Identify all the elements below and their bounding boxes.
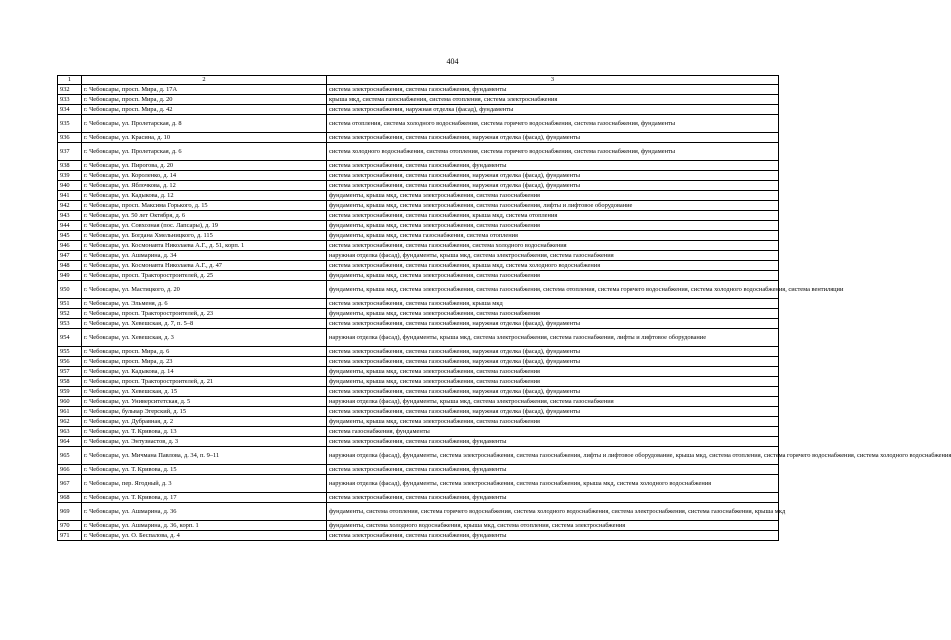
row-address: г. Чебоксары, ул. Мастицкого, д. 20 (82, 281, 327, 299)
row-systems: система электроснабжения, система газоснабжения, фундаменты (327, 465, 779, 475)
row-systems: система электроснабжения, система газоснабжения, фундаменты (327, 493, 779, 503)
row-address: г. Чебоксары, ул. Энтузиастов, д. 3 (82, 437, 327, 447)
row-address: г. Чебоксары, ул. Яблочкова, д. 12 (82, 181, 327, 191)
row-systems: система электроснабжения, система газоснабжения, фундаменты (327, 437, 779, 447)
row-address: г. Чебоксары, ул. Красина, д. 10 (82, 133, 327, 143)
row-address: г. Чебоксары, ул. Эльменя, д. 6 (82, 299, 327, 309)
row-systems: система газоснабжения, фундаменты (327, 427, 779, 437)
row-number: 969 (58, 503, 82, 521)
row-number: 939 (58, 171, 82, 181)
row-systems: фундаменты, крыша мкд, система электроснабжения, система газоснабжения (327, 417, 779, 427)
row-address: г. Чебоксары, просп. Мира, д. 23 (82, 357, 327, 367)
table-row (58, 503, 779, 521)
row-number: 957 (58, 367, 82, 377)
row-number: 933 (58, 95, 82, 105)
row-systems: система электроснабжения, система газоснабжения, система холодного водоснабжения (327, 241, 779, 251)
table-row (58, 417, 779, 427)
row-number: 942 (58, 201, 82, 211)
table-row (58, 531, 779, 541)
row-systems: фундаменты, крыша мкд, система электроснабжения, система газоснабжения (327, 221, 779, 231)
row-address: г. Чебоксары, ул. Ашмарина, д. 34 (82, 251, 327, 261)
row-address: г. Чебоксары, ул. Мичмана Павлова, д. 34, п. 9–11 (82, 447, 327, 465)
row-address: г. Чебоксары, ул. Т. Кривова, д. 17 (82, 493, 327, 503)
row-number: 962 (58, 417, 82, 427)
table-row (58, 231, 779, 241)
row-number: 938 (58, 161, 82, 171)
table-row (58, 171, 779, 181)
row-systems: фундаменты, крыша мкд, система электроснабжения, система газоснабжения, лифты и лифтовое оборудование (327, 201, 779, 211)
row-address: г. Чебоксары, просп. Мира, д. 17А (82, 85, 327, 95)
row-address: г. Чебоксары, ул. Космонавта Николаева А.Г., д. 51, корп. 1 (82, 241, 327, 251)
table-row (58, 357, 779, 367)
row-address: г. Чебоксары, просп. Тракторостроителей, д. 23 (82, 309, 327, 319)
row-address: г. Чебоксары, пер. Ягодный, д. 3 (82, 475, 327, 493)
table-row (58, 201, 779, 211)
row-systems: система электроснабжения, система газоснабжения, фундаменты (327, 85, 779, 95)
row-systems: фундаменты, крыша мкд, система электроснабжения, система газоснабжения (327, 309, 779, 319)
table-row (58, 241, 779, 251)
table-row (58, 367, 779, 377)
row-systems: система электроснабжения, система газоснабжения, наружная отделка (фасад), фундаменты (327, 347, 779, 357)
houses-table (57, 75, 951, 541)
row-address: г. Чебоксары, ул. Кадыкова, д. 14 (82, 367, 327, 377)
table-header-row (58, 76, 779, 85)
table-row (58, 309, 779, 319)
row-number: 971 (58, 531, 82, 541)
row-systems: система отопления, система холодного водоснабжения, система горячего водоснабжения, система газоснабжения, фундаменты (327, 115, 779, 133)
table-row (58, 191, 779, 201)
row-systems: фундаменты, крыша мкд, система газоснабжения, система отопления (327, 231, 779, 241)
row-address: г. Чебоксары, ул. Хевешская, д. 3 (82, 329, 327, 347)
table-row (58, 437, 779, 447)
row-number: 964 (58, 437, 82, 447)
row-address: г. Чебоксары, ул. Ашмарина, д. 36, корп. 1 (82, 521, 327, 531)
row-number: 932 (58, 85, 82, 95)
row-systems: наружная отделка (фасад), фундаменты, система электроснабжения, система газоснабжения, крыша мкд, система холодного водоснабжения (327, 475, 779, 493)
row-number: 936 (58, 133, 82, 143)
row-address: г. Чебоксары, просп. Мира, д. 20 (82, 95, 327, 105)
row-systems: система электроснабжения, система газоснабжения, наружная отделка (фасад), фундаменты (327, 407, 779, 417)
row-number: 941 (58, 191, 82, 201)
row-systems: наружная отделка (фасад), фундаменты, система электроснабжения, система газоснабжения, лифты и лифтовое оборудование, крыша мкд, система отопления, система горячего водоснабжения, система холодного водоснабжения (327, 447, 779, 465)
row-number: 947 (58, 251, 82, 261)
row-systems: фундаменты, крыша мкд, система электроснабжения, система газоснабжения (327, 191, 779, 201)
table-row (58, 221, 779, 231)
row-number: 953 (58, 319, 82, 329)
row-address: г. Чебоксары, ул. Богдана Хмельницкого, д. 115 (82, 231, 327, 241)
row-number: 955 (58, 347, 82, 357)
row-number: 951 (58, 299, 82, 309)
table-row (58, 143, 779, 161)
table-row (58, 521, 779, 531)
row-number: 948 (58, 261, 82, 271)
row-number: 937 (58, 143, 82, 161)
table-row (58, 299, 779, 309)
row-address: г. Чебоксары, просп. Тракторостроителей, д. 21 (82, 377, 327, 387)
row-systems: система электроснабжения, система газоснабжения, наружная отделка (фасад), фундаменты (327, 133, 779, 143)
row-number: 950 (58, 281, 82, 299)
row-systems: система электроснабжения, система газоснабжения, наружная отделка (фасад), фундаменты (327, 171, 779, 181)
row-systems: система холодного водоснабжения, система отопления, система горячего водоснабжения, система газоснабжения, фундаменты (327, 143, 779, 161)
row-address: г. Чебоксары, ул. Космонавта Николаева А.Г., д. 47 (82, 261, 327, 271)
row-number: 961 (58, 407, 82, 417)
row-address: г. Чебоксары, ул. 50 лет Октября, д. 6 (82, 211, 327, 221)
column-header-number: 1 (58, 76, 82, 85)
table-row (58, 211, 779, 221)
row-address: г. Чебоксары, ул. Т. Кривова, д. 15 (82, 465, 327, 475)
table-row (58, 397, 779, 407)
table-row (58, 329, 779, 347)
row-systems: фундаменты, крыша мкд, система электроснабжения, система газоснабжения (327, 367, 779, 377)
row-address: г. Чебоксары, ул. Дубравная, д. 2 (82, 417, 327, 427)
row-systems: крыша мкд, система газоснабжения, система отопления, система электроснабжения (327, 95, 779, 105)
row-systems: фундаменты, крыша мкд, система электроснабжения, система газоснабжения (327, 271, 779, 281)
row-number: 945 (58, 231, 82, 241)
table-row (58, 319, 779, 329)
table-row (58, 271, 779, 281)
column-header-systems: 3 (327, 76, 779, 85)
row-number: 943 (58, 211, 82, 221)
row-systems: наружная отделка (фасад), фундаменты, крыша мкд, система электроснабжения, система газоснабжения, лифты и лифтовое оборудование (327, 329, 779, 347)
row-number: 958 (58, 377, 82, 387)
row-systems: система электроснабжения, система газоснабжения, крыша мкд (327, 299, 779, 309)
table-row (58, 407, 779, 417)
table-row (58, 347, 779, 357)
row-number: 934 (58, 105, 82, 115)
row-systems: система электроснабжения, система газоснабжения, наружная отделка (фасад), фундаменты (327, 181, 779, 191)
row-address: г. Чебоксары, просп. Мира, д. 42 (82, 105, 327, 115)
row-number: 960 (58, 397, 82, 407)
row-address: г. Чебоксары, ул. Ашмарина, д. 36 (82, 503, 327, 521)
row-number: 967 (58, 475, 82, 493)
row-address: г. Чебоксары, ул. О. Беспалова, д. 4 (82, 531, 327, 541)
row-systems: система электроснабжения, наружная отделка (фасад), фундаменты (327, 105, 779, 115)
row-number: 963 (58, 427, 82, 437)
row-address: г. Чебоксары, просп. Мира, д. 6 (82, 347, 327, 357)
row-address: г. Чебоксары, ул. Пирогова, д. 20 (82, 161, 327, 171)
row-address: г. Чебоксары, ул. Короленко, д. 14 (82, 171, 327, 181)
row-systems: фундаменты, крыша мкд, система электроснабжения, система газоснабжения (327, 377, 779, 387)
row-number: 949 (58, 271, 82, 281)
table-row (58, 447, 779, 465)
row-systems: система электроснабжения, система газоснабжения, наружная отделка (фасад), фундаменты (327, 387, 779, 397)
table-body (58, 85, 951, 541)
row-number: 954 (58, 329, 82, 347)
row-systems: система электроснабжения, система газоснабжения, наружная отделка (фасад), фундаменты (327, 319, 779, 329)
row-number: 959 (58, 387, 82, 397)
row-number: 935 (58, 115, 82, 133)
table-row (58, 85, 779, 95)
table-row (58, 261, 779, 271)
row-address: г. Чебоксары, ул. Пролетарская, д. 8 (82, 115, 327, 133)
table-row (58, 181, 779, 191)
page-number: 404 (446, 57, 459, 66)
row-number: 965 (58, 447, 82, 465)
table-row (58, 161, 779, 171)
row-address: г. Чебоксары, ул. Хевешская, д. 15 (82, 387, 327, 397)
table-row (58, 387, 779, 397)
row-systems: фундаменты, крыша мкд, система электроснабжения, система газоснабжения, система отопления, система горячего водоснабжения, система холодного водоснабжения, система вентиляции (327, 281, 779, 299)
table-row (58, 115, 779, 133)
table-row (58, 427, 779, 437)
row-address: г. Чебоксары, ул. Кадыкова, д. 12 (82, 191, 327, 201)
table-row (58, 251, 779, 261)
row-address: г. Чебоксары, ул. Совхозная (пос. Лапсары), д. 19 (82, 221, 327, 231)
table-row (58, 475, 779, 493)
row-number: 940 (58, 181, 82, 191)
row-systems: наружная отделка (фасад), фундаменты, крыша мкд, система электроснабжения, система газоснабжения (327, 397, 779, 407)
row-address: г. Чебоксары, ул. Пролетарская, д. 6 (82, 143, 327, 161)
row-systems: система электроснабжения, система газоснабжения, крыша мкд, система отопления (327, 211, 779, 221)
row-address: г. Чебоксары, бульвар Эгерский, д. 15 (82, 407, 327, 417)
table-row (58, 281, 779, 299)
row-number: 966 (58, 465, 82, 475)
table-row (58, 95, 779, 105)
table-row (58, 105, 779, 115)
row-systems: фундаменты, система холодного водоснабжения, крыша мкд, система отопления, система электроснабжения (327, 521, 779, 531)
row-systems: система электроснабжения, система газоснабжения, наружная отделка (фасад), фундаменты (327, 357, 779, 367)
row-systems: система электроснабжения, система газоснабжения, фундаменты (327, 161, 779, 171)
table-row (58, 377, 779, 387)
row-number: 944 (58, 221, 82, 231)
row-address: г. Чебоксары, ул. Хевешская, д. 7, п. 5–8 (82, 319, 327, 329)
row-number: 970 (58, 521, 82, 531)
row-address: г. Чебоксары, просп. Тракторостроителей, д. 25 (82, 271, 327, 281)
row-number: 946 (58, 241, 82, 251)
table-row (58, 465, 779, 475)
row-systems: система электроснабжения, система газоснабжения, фундаменты (327, 531, 779, 541)
row-address: г. Чебоксары, ул. Университетская, д. 5 (82, 397, 327, 407)
row-systems: наружная отделка (фасад), фундаменты, крыша мкд, система электроснабжения, система газоснабжения (327, 251, 779, 261)
table-row (58, 133, 779, 143)
row-systems: система электроснабжения, система газоснабжения, крыша мкд, система холодного водоснабжения (327, 261, 779, 271)
row-number: 968 (58, 493, 82, 503)
row-address: г. Чебоксары, просп. Максима Горького, д. 15 (82, 201, 327, 211)
row-systems: фундаменты, система отопления, система горячего водоснабжения, система холодного водоснабжения, система электроснабжения, система газоснабжения, крыша мкд (327, 503, 779, 521)
column-header-address: 2 (82, 76, 327, 85)
row-number: 956 (58, 357, 82, 367)
table-row (58, 493, 779, 503)
row-number: 952 (58, 309, 82, 319)
row-address: г. Чебоксары, ул. Т. Кривова, д. 13 (82, 427, 327, 437)
